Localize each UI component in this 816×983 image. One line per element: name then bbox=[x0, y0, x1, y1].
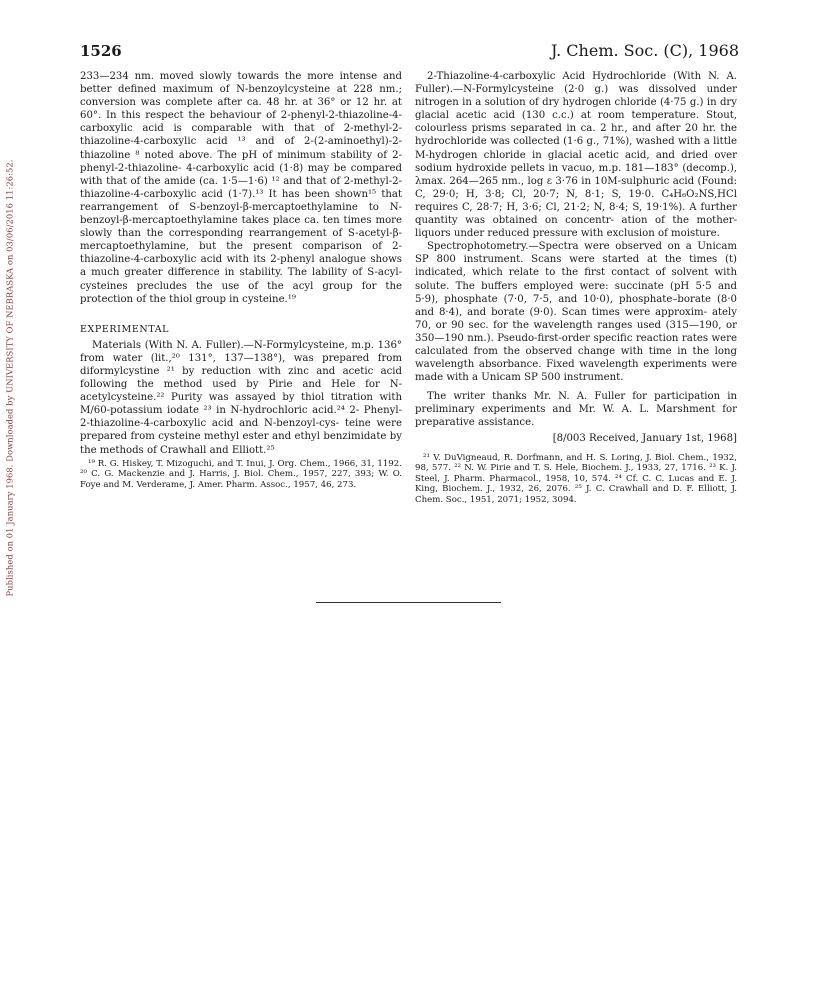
text-line: nitrogen in a solution of dry hydrogen chloride (4·75 g.) bbox=[415, 97, 704, 109]
text-line: Fuller).—N-Formylcysteine (2·0 g.) was dissolved under bbox=[415, 84, 737, 96]
text-line: 2-phenyl analogue shows a much greater difference in bbox=[80, 254, 403, 279]
text-line: ²¹ V. DuVigneaud, R. Dorfmann, and H. S. Loring, J. Biol. bbox=[423, 452, 675, 463]
text-line: 36° or 12 hr. at 60°. In this respect the behaviour of bbox=[80, 97, 402, 122]
text-line: and better defined maximum of N-benzoylcysteine at bbox=[80, 71, 403, 96]
text-line: dried over sodium hydroxide pellets in vacuo, m.p. 181—183° bbox=[415, 149, 738, 174]
text-line: Chem., 1932, 98, 577. bbox=[415, 452, 737, 474]
spectrophotometry-paragraph bbox=[415, 240, 737, 384]
text-line: S, 19·1%). A further quantity was obtained on concentr- bbox=[415, 201, 738, 227]
text-line: with time in the long wavelength absorbance. Fixed bbox=[415, 345, 738, 371]
text-line: 233—234 nm. moved slowly towards the more intense bbox=[80, 71, 378, 82]
materials-paragraph bbox=[80, 339, 402, 457]
text-line: 228 nm.; conversion was complete after ca. 48 hr. at bbox=[80, 84, 402, 109]
text-line: teine were prepared from cysteine methyl ester and ethyl bbox=[80, 418, 402, 443]
text-line: times more slowly than the corresponding rearrangement bbox=[80, 215, 402, 240]
text-line: ation of the mother-liquors under reduced pressure with bbox=[415, 215, 738, 240]
text-line: with a little M-hydrogen chloride in glacial acetic acid, and bbox=[415, 136, 738, 161]
results-paragraph bbox=[80, 70, 402, 306]
text-line: ately 70, or 90 sec. for the wavelength ranges used bbox=[415, 306, 737, 331]
text-line: 2-phenyl-2-thiazoline-4-carboxylic acid is comparable bbox=[80, 110, 402, 135]
text-line: (decomp.), λmax. 264—265 nm., log ε 3·76 in 10M-sulphuric bbox=[415, 162, 738, 187]
text-line: thiazoline-4-carboxylic acid (1·7).¹³ It has been shown¹⁵ bbox=[80, 188, 377, 200]
text-line: instrument. bbox=[563, 372, 624, 384]
text-line: 1966, 31, 1192. bbox=[333, 458, 402, 469]
text-line: exclusion of moisture. bbox=[606, 228, 720, 240]
left-column bbox=[80, 70, 402, 490]
text-line: benzimidate by the methods of Crawhall and Elliott.²⁵ bbox=[80, 431, 403, 456]
text-line: The pH of minimum stability of 2-phenyl-2-thiazoline- bbox=[80, 149, 403, 174]
text-line: ²³ K. J. Steel, J. Pharm. Pharmacol., 1958, 10, 574. bbox=[415, 463, 738, 484]
text-line: 1952, 3094. bbox=[524, 495, 577, 505]
text-line: Stout, colourless prisms separated in ca. 2 hr., and after 20 bbox=[415, 110, 738, 135]
text-line: Spectrophotometry.—Spectra were observed on a Unicam bbox=[427, 241, 737, 253]
received-line: [8/003 Received, January 1st, 1968] bbox=[552, 432, 737, 444]
journal-header: J. Chem. Soc. (C), 1968 bbox=[550, 41, 739, 60]
right-column bbox=[415, 70, 737, 506]
download-stamp-text: Published on 01 January 1968. Downloaded by UNIVERSITY OF NEBRASKA on 03/06/2016 11:26:52. bbox=[5, 159, 16, 597]
text-line: ²² N. W. Pirie and T. S. Hele, Biochem. J., 1933, 27, 1716. bbox=[454, 463, 706, 474]
acknowledgement-paragraph bbox=[415, 390, 737, 429]
text-line: preparative assistance. bbox=[415, 417, 535, 429]
text-line: (8·0 and 8·4), and borate (9·0). Scan times were approxim- bbox=[415, 293, 737, 318]
text-line: 2-Thiazoline-4-carboxylic Acid Hydrochloride (With N. A. bbox=[427, 71, 737, 82]
text-line: with that of 2-methyl-2-thiazoline-4-carboxylic acid ¹³ bbox=[80, 123, 403, 148]
text-line: the use of the acyl group for the protection of the thiol bbox=[80, 280, 402, 305]
text-line: The writer thanks Mr. N. A. Fuller for participation in bbox=[427, 391, 737, 403]
text-line: SP 800 instrument. Scans were started at the times (t) bbox=[415, 254, 737, 266]
text-line: acid (Found: C, 29·0; H, 3·8; Cl, 20·7; N, 8·1; S, 19·0. bbox=[415, 175, 737, 200]
end-rule bbox=[316, 602, 501, 603]
text-line: and of 2-(2-aminoethyl)-2-thiazoline ⁸ noted above. bbox=[80, 136, 402, 161]
text-line: in dry glacial acetic acid (130 c.c.) at room temperature. bbox=[415, 97, 737, 122]
text-line: reaction rates were calculated from the observed change bbox=[415, 332, 738, 357]
text-line: comparison of 2-thiazoline-4-carboxylic acid with its bbox=[80, 241, 402, 266]
text-line: acetylcysteine.²² Purity was assayed by thiol titration with bbox=[80, 392, 402, 404]
text-line: C₄H₆O₂NS,HCl requires C, 28·7; H, 3·6; Cl, 21·2; N, 8·4; bbox=[415, 188, 737, 213]
text-line: acid following the method used by Pirie and Hele for N- bbox=[80, 365, 402, 391]
text-line: m.p. 136° from water (lit.,²⁰ 131°, 137—138°), was prepared bbox=[80, 339, 402, 364]
text-line: group in cysteine.¹⁹ bbox=[195, 293, 296, 305]
text-line: 4-carboxylic acid (1·8) may be compared with that of bbox=[80, 162, 403, 187]
text-line: Materials (With N. A. Fuller).—N-Formylcysteine, bbox=[92, 339, 348, 351]
text-line: and 5·9), phosphate (7·0, 7·5, and 10·0), phosphate–borate bbox=[415, 280, 737, 305]
hydrochloride-paragraph bbox=[415, 70, 737, 240]
text-line: of S-acetyl-β-mercaptoethylamine, but the present bbox=[80, 228, 403, 253]
text-line: from diformylcystine ²¹ by reduction with zinc and acetic bbox=[80, 352, 403, 377]
text-line: indicated, which relate to the first contact of solvent with bbox=[415, 267, 737, 279]
text-line: (315—190, or 350—190 nm.). Pseudo-first-order specific bbox=[415, 319, 737, 344]
text-line: that rearrangement of S-benzoyl-β-mercaptoethylamine bbox=[80, 188, 403, 213]
text-line: M/60-potassium iodate ²³ in N-hydrochloric acid.²⁴ 2- bbox=[80, 405, 360, 417]
experimental-heading: EXPERIMENTAL bbox=[80, 323, 170, 335]
text-line: the amide (ca. 1·5—1·6) ¹² and that of 2-methyl-2- bbox=[143, 175, 402, 187]
page-number: 1526 bbox=[80, 42, 122, 60]
text-line: ²⁵ J. C. Crawhall and D. F. Elliott, J. Chem. Soc., 1951, 2071; bbox=[415, 484, 737, 505]
footnotes-left bbox=[80, 459, 402, 491]
download-stamp bbox=[3, 118, 17, 638]
text-line: preliminary experiments and Mr. W. A. L. Marshment for bbox=[415, 404, 737, 416]
text-line: wavelength experiments were made with a Unicam SP 500 bbox=[415, 359, 738, 384]
text-line: 393; W. O. Foye and M. Verderame, J. Amer. Pharm. Assoc., bbox=[80, 469, 402, 490]
text-line: ²⁴ Cf. C. C. Lucas and E. J. King, Biochem. J., 1932, 26, 2076. bbox=[415, 473, 737, 495]
text-line: stability. The lability of S-acyl-cysteines precludes bbox=[80, 267, 403, 292]
text-line: solute. The buffers employed were: succinate (pH 5·5 bbox=[415, 280, 712, 292]
footnote-list bbox=[415, 453, 737, 506]
text-line: ²⁰ C. G. Mackenzie and J. Harris, J. Biol. Chem., 1957, 227, bbox=[80, 469, 351, 480]
text-line: to N-benzoyl-β-mercaptoethylamine takes place ca. ten bbox=[80, 201, 402, 227]
footnote-list bbox=[80, 459, 402, 491]
text-line: hr. the hydrochloride was collected (1·6 g., 71%), washed bbox=[415, 123, 738, 148]
text-line: 1957, 46, 273. bbox=[293, 479, 357, 490]
text-line: ¹⁹ R. G. Hiskey, T. Mizoguchi, and T. Inui, J. Org. Chem., bbox=[88, 458, 331, 469]
text-line: Phenyl-2-thiazoline-4-carboxylic acid and N-benzoyl-cys- bbox=[80, 405, 402, 430]
footnotes-right bbox=[415, 453, 737, 506]
